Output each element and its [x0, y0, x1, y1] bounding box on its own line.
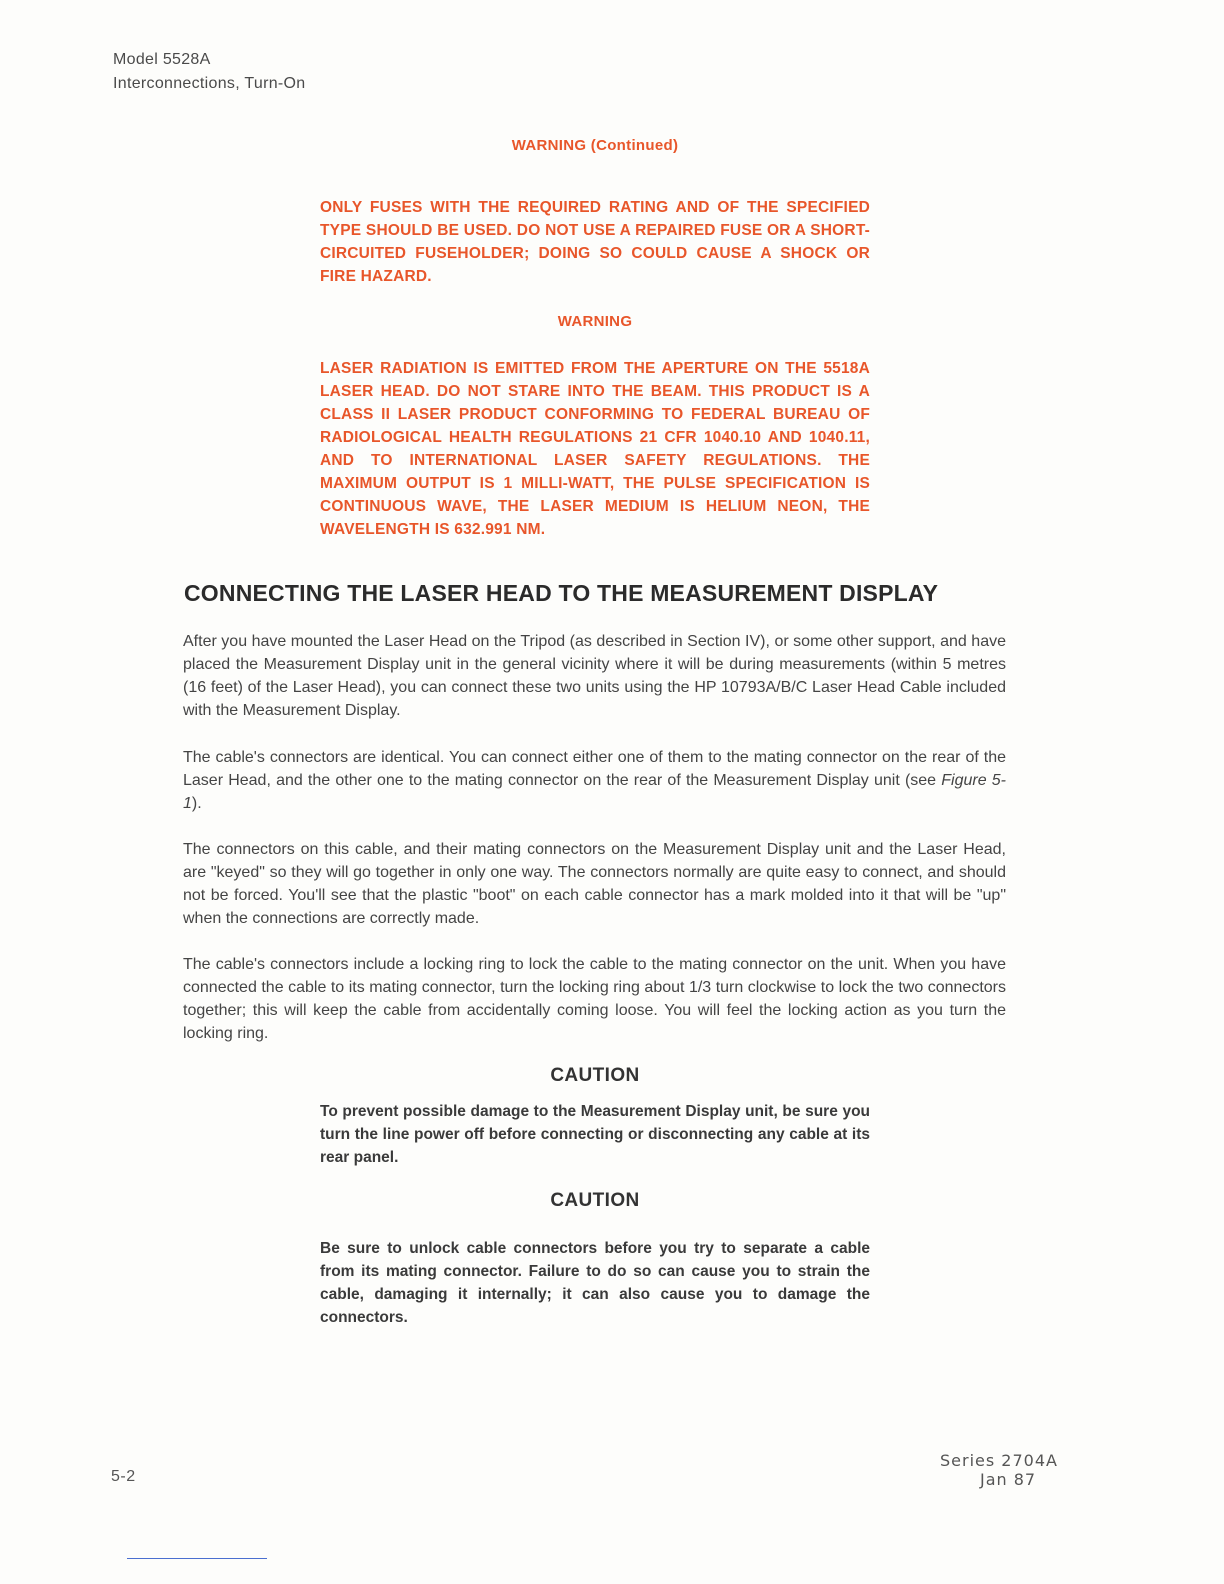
header-model: Model 5528A [113, 51, 211, 68]
running-header [113, 48, 305, 96]
paragraph-connectors-identical [183, 746, 1006, 815]
header-section: Interconnections, Turn-On [113, 75, 306, 92]
series-date: Jan 87 [980, 1470, 1037, 1489]
paragraph-mounting: After you have mounted the Laser Head on the Tripod (as described in Section IV), or some other support, and have placed the Measurement Display unit in the general vicinity where it will be during measurements (within 5 metres (16 feet) of the Laser Head), you can connect these two units using the HP 10793A/B/C Laser Head Cable included with the Measurement Display. [183, 633, 1006, 719]
warning-continued-block [320, 196, 870, 288]
warning-laser-block [320, 357, 870, 541]
series-info [940, 1451, 1080, 1489]
caution-heading-unlock: CAUTION [550, 1190, 640, 1211]
paragraph-connectors-end: ). [191, 795, 202, 812]
section-title: CONNECTING THE LASER HEAD TO THE MEASUREMENT DISPLAY [184, 580, 939, 606]
warning-continued-text: ONLY FUSES WITH THE REQUIRED RATING AND OF THE SPECIFIED TYPE SHOULD BE USED. DO NOT USE A REPAIRED FUSE OR A SHORT-CIRCUITED FUSEHOLDER; DOING SO COULD CAUSE A SHOCK OR FIRE HAZARD. [320, 199, 870, 285]
caution-text-power: To prevent possible damage to the Measurement Display unit, be sure you turn the line power off before connecting or disconnecting any cable at its rear panel. [320, 1103, 870, 1166]
footer-rule [127, 1558, 267, 1559]
page-number: 5-2 [111, 1468, 136, 1485]
paragraph-locking-ring: The cable's connectors include a locking ring to lock the cable to the mating connector on the unit. When you have connected the cable to its mating connector, turn the locking ring about 1/3 turn clockwise to lock the two connectors together; this will keep the cable from accidentally coming loose. You will feel the locking action as you turn the locking ring. [183, 956, 1006, 1042]
caution-text-unlock: Be sure to unlock cable connectors before you try to separate a cable from its mating connector. Failure to do so can cause you to strain the cable, damaging it internally; it can also cause you to damage the connectors. [320, 1240, 870, 1326]
warning-laser-heading: WARNING [557, 313, 633, 330]
paragraph-keyed-connectors: The connectors on this cable, and their mating connectors on the Measurement Display unit and the Laser Head, are "keyed" so they will go together in only one way. The connectors normally are quite easy to connect, and should not be forced. You'll see that the plastic "boot" on each cable connector has a mark molded into it that will be "up" when the connections are correctly made. [183, 841, 1006, 927]
paragraph-connectors-text: The cable's connectors are identical. You can connect either one of them to the mating connector on the rear of the Laser Head, and the other one to the mating connector on the rear of the Measurement Display unit (see [183, 749, 1006, 789]
figure-reference: Figure 5-1 [183, 772, 1006, 812]
series-number: Series 2704A [940, 1451, 1058, 1470]
warning-continued-heading: WARNING (Continued) [511, 137, 679, 154]
caution-heading-power: CAUTION [550, 1065, 640, 1086]
warning-laser-text: LASER RADIATION IS EMITTED FROM THE APERTURE ON THE 5518A LASER HEAD. DO NOT STARE INTO THE BEAM. THIS PRODUCT IS A CLASS II LASER PRODUCT CONFORMING TO FEDERAL BUREAU OF RADIOLOGICAL HEALTH REGULATIONS 21 CFR 1040.10 AND 1040.11, AND TO INTERNATIONAL LASER SAFETY REGULATIONS. THE MAXIMUM OUTPUT IS 1 MILLI-WATT, THE PULSE SPECIFICATION IS CONTINUOUS WAVE, THE LASER MEDIUM IS HELIUM NEON, THE WAVELENGTH IS 632.991 NM. [320, 360, 870, 538]
